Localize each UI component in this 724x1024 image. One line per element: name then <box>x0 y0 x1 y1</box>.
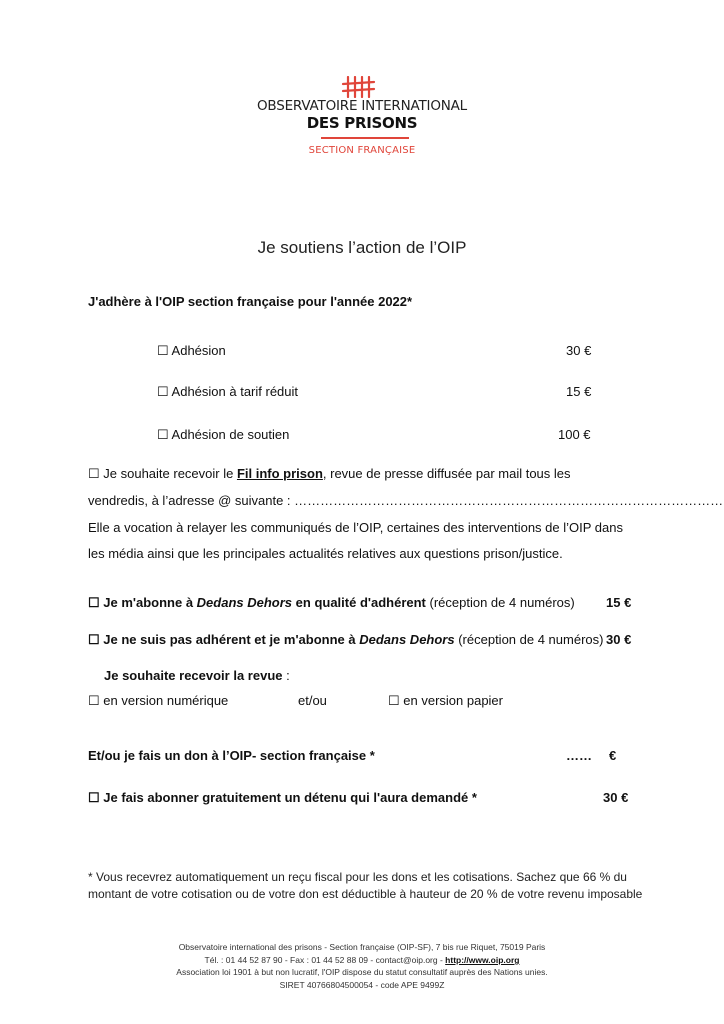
abonnement-detenu[interactable]: ☐ Je fais abonner gratuitement un détenu qui l'aura demandé * <box>88 790 477 805</box>
footnote: * Vous recevrez automatiquement un reçu fiscal pour les dons et les cotisations. Sachez que 66 % du montant de votre cotisation ou de votre don est déductible à hauteur de 20 % de votre revenu imposable <box>88 870 643 901</box>
logo-line-1: OBSERVATOIRE INTERNATIONAL <box>256 98 468 114</box>
logo-line-2: DES PRISONS <box>306 114 418 132</box>
footer-line-2 <box>0 955 724 965</box>
footer-website-link[interactable]: http://www.oip.org <box>445 955 520 965</box>
revue-label <box>104 668 290 683</box>
adhesion-heading: J'adhère à l'OIP section française pour l'année 2022* <box>88 294 413 309</box>
abonnement-adherent-price: 15 € <box>606 595 632 610</box>
filinfo-checkbox[interactable]: ☐ <box>88 466 100 481</box>
footer-contact: Tél. : 01 44 52 87 90 - Fax : 01 44 52 88 09 - contact@oip.org - <box>204 955 446 965</box>
abonnement-non-adherent-note: (réception de 4 numéros) <box>454 632 604 647</box>
filinfo-line-4: les média ainsi que les principales actualités relatives aux questions prison/justice. <box>88 546 563 561</box>
option-adhesion-price: 30 € <box>566 343 592 358</box>
abonnement-non-adherent-price: 30 € <box>606 632 632 647</box>
filinfo-name: Fil info prison <box>236 466 323 481</box>
dedans-dehors-title: Dedans Dehors <box>196 595 293 610</box>
option-adhesion-reduit[interactable]: ☐ Adhésion à tarif réduit <box>157 384 299 399</box>
don-label: Et/ou je fais un don à l’OIP- section française * <box>88 748 375 763</box>
filinfo-email-line[interactable]: vendredis, à l’adresse @ suivante : ……………………………………………………………………………………… <box>88 493 724 508</box>
option-adhesion-soutien-price: 100 € <box>558 427 591 442</box>
filinfo-text-pre: Je souhaite recevoir le <box>99 466 237 481</box>
filinfo-line-1 <box>88 466 571 482</box>
don-currency: € <box>609 748 617 763</box>
option-adhesion-soutien[interactable]: ☐ Adhésion de soutien <box>157 427 290 442</box>
don-amount-field[interactable]: …… <box>566 748 592 763</box>
etou-label: et/ou <box>298 693 327 708</box>
abonnement-non-adherent[interactable] <box>88 632 603 648</box>
revue-label-colon: : <box>282 668 290 683</box>
abonnement-adherent[interactable] <box>88 595 575 611</box>
footer-line-4: SIRET 40766804500054 - code APE 9499Z <box>279 980 445 990</box>
abonnement-non-adherent-pre: ☐ Je ne suis pas adhérent et je m'abonne à <box>88 632 360 647</box>
oip-logo-mark-icon <box>336 76 386 98</box>
filinfo-line-3: Elle a vocation à relayer les communiqués de l’OIP, certaines des interventions de l’OIP dans <box>88 520 623 535</box>
logo-line-3: SECTION FRANÇAISE <box>308 145 416 156</box>
revue-label-text: Je souhaite recevoir la revue <box>104 668 283 683</box>
dedans-dehors-title-2: Dedans Dehors <box>359 632 455 647</box>
option-version-numerique[interactable]: ☐ en version numérique <box>88 693 229 708</box>
option-adhesion[interactable]: ☐ Adhésion <box>157 343 226 358</box>
logo-divider <box>321 137 409 139</box>
abonnement-adherent-pre: ☐ Je m'abonne à <box>88 595 197 610</box>
abonnement-adherent-post: en qualité d'adhérent <box>292 595 426 610</box>
option-adhesion-reduit-price: 15 € <box>566 384 592 399</box>
footer-line-1: Observatoire international des prisons - Section française (OIP-SF), 7 bis rue Riquet, 75019 Paris <box>178 942 546 952</box>
abonnement-adherent-note: (réception de 4 numéros) <box>425 595 575 610</box>
abonnement-detenu-price: 30 € <box>603 790 629 805</box>
footer-line-3: Association loi 1901 à but non lucratif, l'OIP dispose du statut consultatif auprès des Nations unies. <box>176 967 548 977</box>
page-title: Je soutiens l’action de l’OIP <box>257 238 467 257</box>
option-version-papier[interactable]: ☐ en version papier <box>388 693 503 708</box>
filinfo-text-post: , revue de presse diffusée par mail tous les <box>322 466 571 481</box>
